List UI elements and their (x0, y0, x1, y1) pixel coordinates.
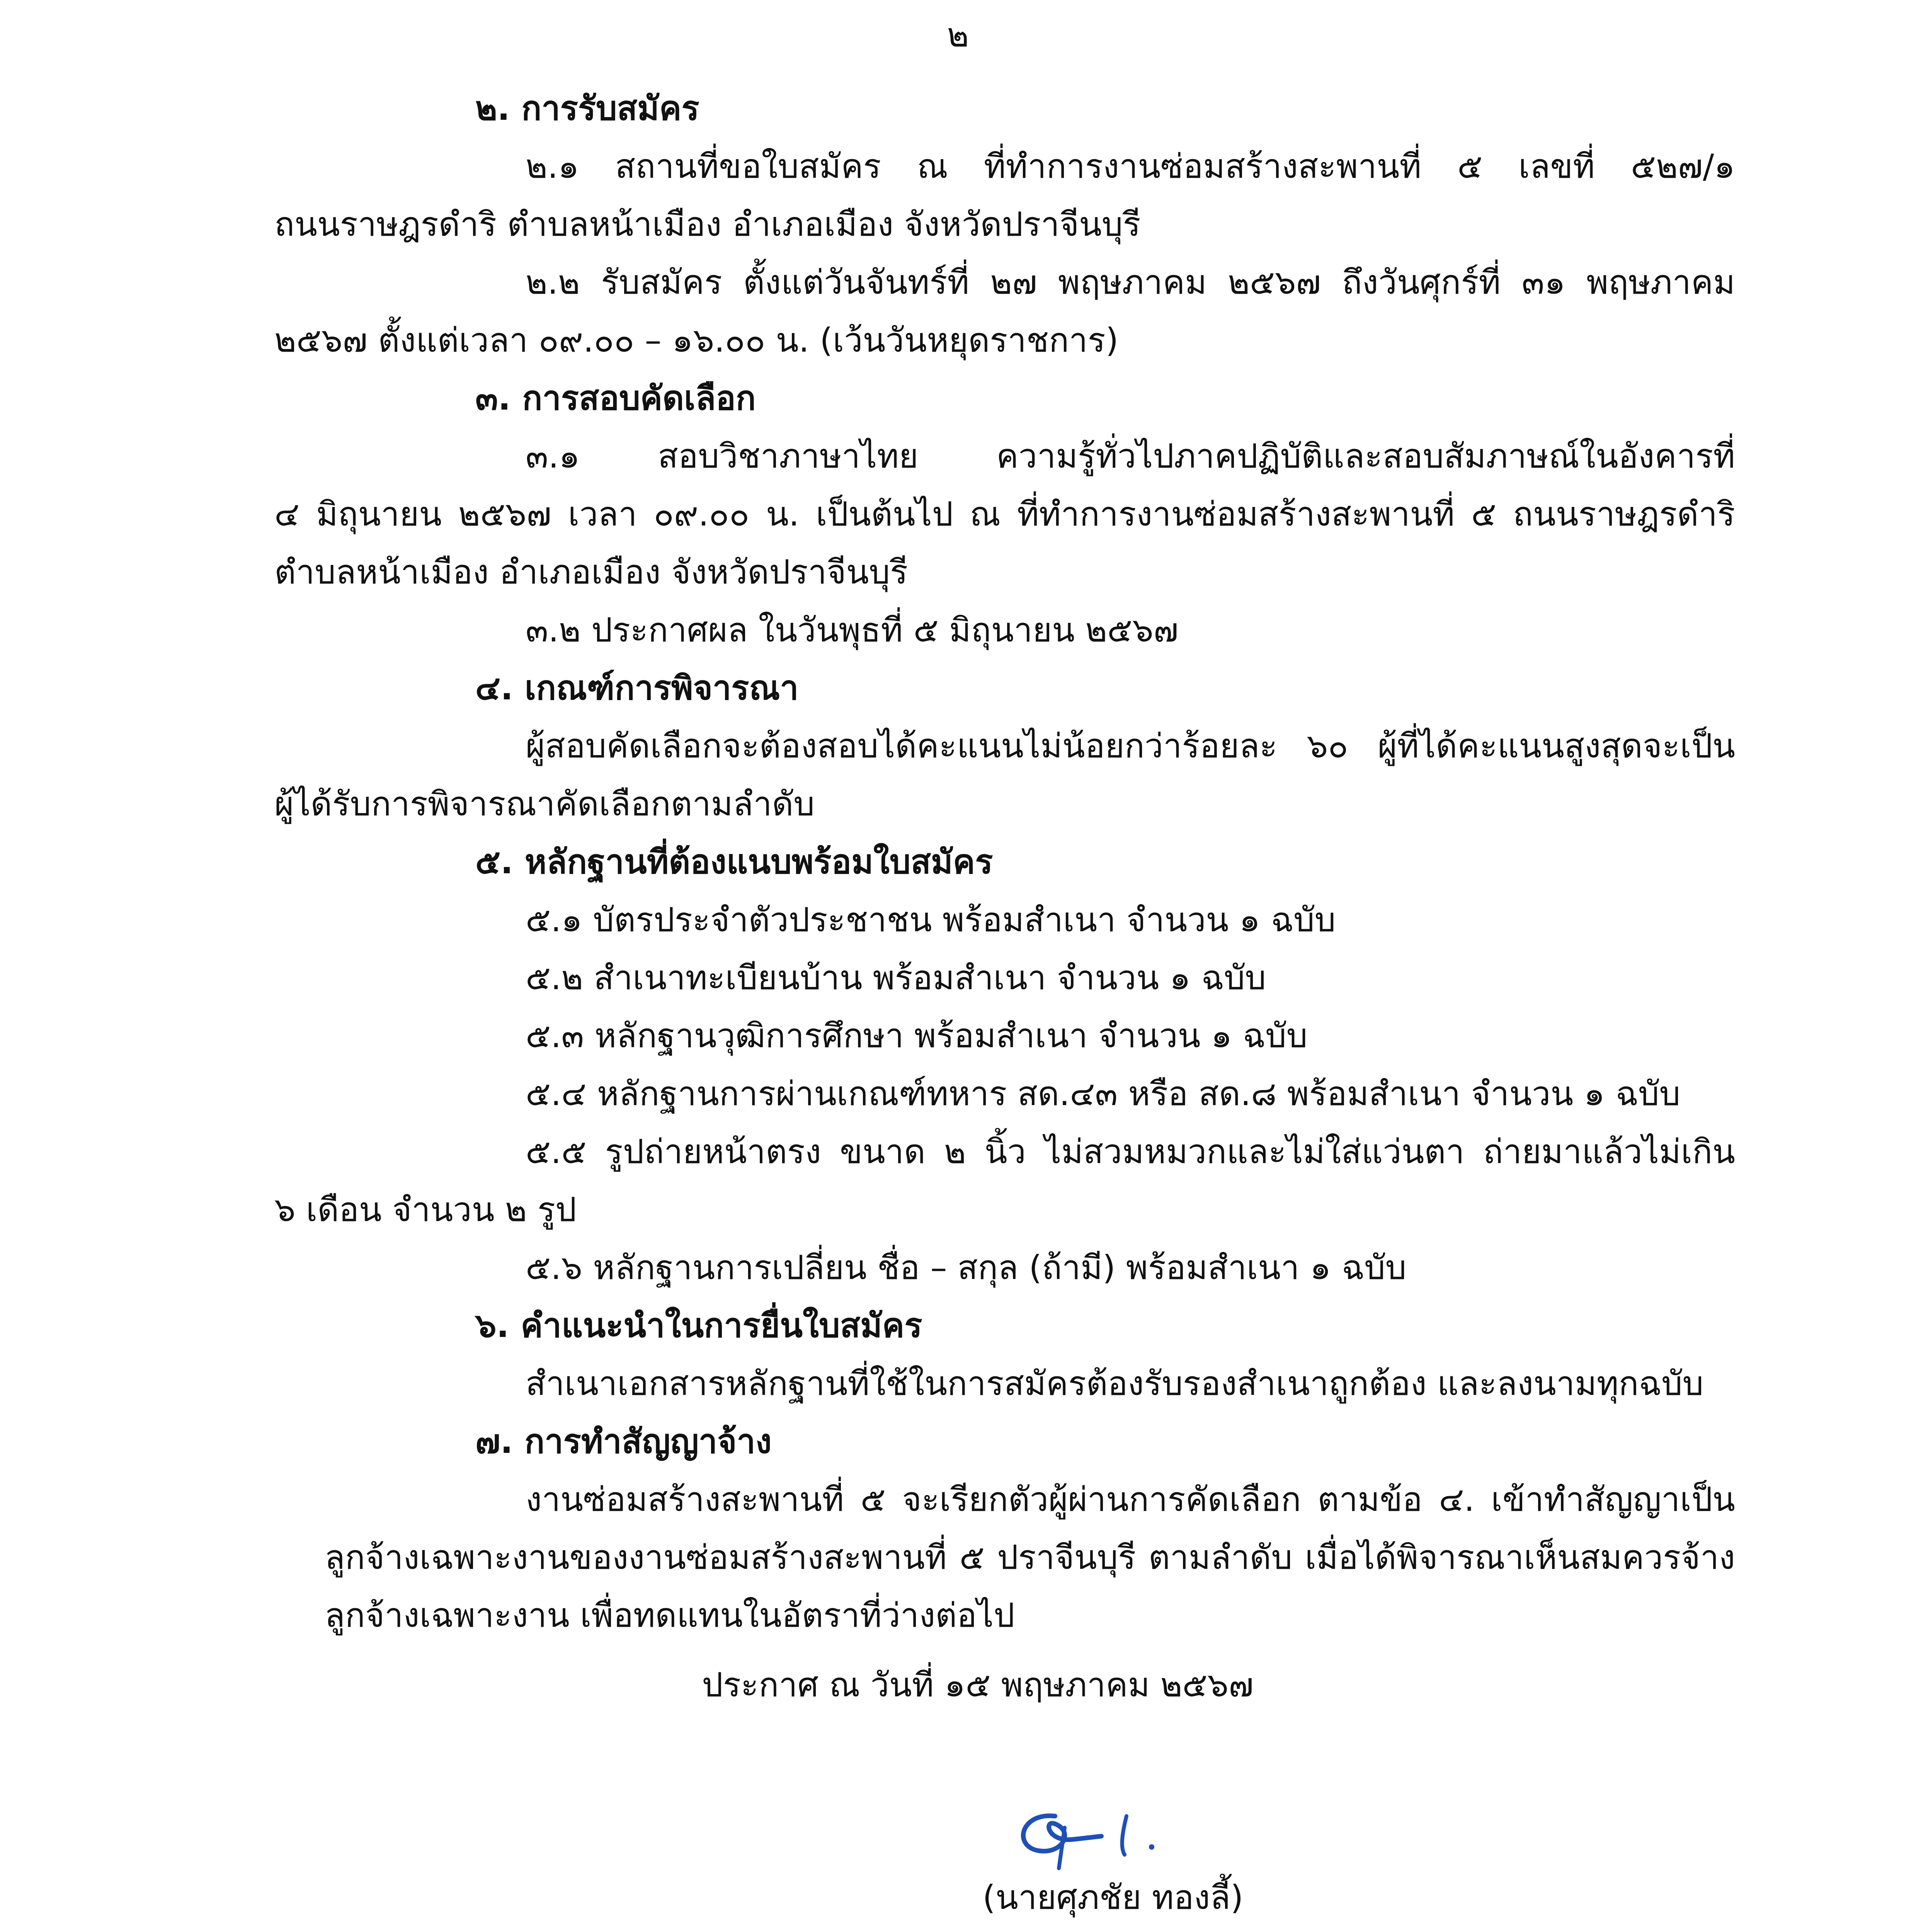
section-5-item-1: ๕.๑ บัตรประจำตัวประชาชน พร้อมสำเนา จำนวน ๑ ฉบับ (526, 901, 1336, 939)
section-3-item-1-line-3: ตำบลหน้าเมือง อำเภอเมือง จังหวัดปราจีนบุรี (274, 553, 908, 592)
section-5-heading: ๕. หลักฐานที่ต้องแนบพร้อมใบสมัคร (475, 843, 993, 881)
section-6-heading: ๖. คำแนะนำในการยื่นใบสมัคร (475, 1306, 922, 1345)
section-7-line-1: งานซ่อมสร้างสะพานที่ ๕ จะเรียกตัวผู้ผ่านการคัดเลือก ตามข้อ ๔. เข้าทำสัญญาเป็น (526, 1480, 1735, 1519)
section-7-line-3: ลูกจ้างเฉพาะงาน เพื่อทดแทนในอัตราที่ว่างต่อไป (325, 1596, 1015, 1635)
section-5-item-4: ๕.๔ หลักฐานการผ่านเกณฑ์ทหาร สด.๔๓ หรือ สด.๘ พร้อมสำเนา จำนวน ๑ ฉบับ (526, 1075, 1681, 1113)
section-5-item-2: ๕.๒ สำเนาทะเบียนบ้าน พร้อมสำเนา จำนวน ๑ ฉบับ (526, 959, 1266, 997)
section-4-line-1: ผู้สอบคัดเลือกจะต้องสอบได้คะแนนไม่น้อยกว่าร้อยละ ๖๐ ผู้ที่ได้คะแนนสูงสุดจะเป็น (526, 727, 1735, 765)
signer-name: (นายศุภชัย ทองลี้) (982, 1878, 1244, 1917)
section-2-item-2-line-2: ๒๕๖๗ ตั้งแต่เวลา ๐๙.๐๐ – ๑๖.๐๐ น. (เว้นวันหยุดราชการ) (274, 321, 1119, 360)
section-2-heading: ๒. การรับสมัคร (475, 89, 699, 128)
announcement-date: ประกาศ ณ วันที่ ๑๕ พฤษภาคม ๒๕๖๗ (702, 1666, 1254, 1704)
section-2-item-1-line-2: ถนนราษฎรดำริ ตำบลหน้าเมือง อำเภอเมือง จังหวัดปราจีนบุรี (274, 205, 1141, 244)
section-7-line-2: ลูกจ้างเฉพาะงานของงานซ่อมสร้างสะพานที่ ๕ ปราจีนบุรี ตามลำดับ เมื่อได้พิจารณาเห็นสมควรจ้าง (325, 1538, 1735, 1577)
section-4-heading: ๔. เกณฑ์การพิจารณา (475, 669, 799, 707)
section-7-heading: ๗. การทำสัญญาจ้าง (475, 1422, 772, 1461)
section-5-item-6: ๕.๖ หลักฐานการเปลี่ยน ชื่อ – สกุล (ถ้ามี) พร้อมสำเนา ๑ ฉบับ (526, 1248, 1407, 1287)
section-6-line-1: สำเนาเอกสารหลักฐานที่ใช้ในการสมัครต้องรับรองสำเนาถูกต้อง และลงนามทุกฉบับ (526, 1364, 1704, 1403)
page-number: ๒ (947, 16, 969, 54)
section-4-line-2: ผู้ได้รับการพิจารณาคัดเลือกตามลำดับ (274, 785, 815, 823)
section-2-item-2-line-1: ๒.๒ รับสมัคร ตั้งแต่วันจันทร์ที่ ๒๗ พฤษภาคม ๒๕๖๗ ถึงวันศุกร์ที่ ๓๑ พฤษภาคม (526, 263, 1735, 302)
section-5-item-5-line-2: ๖ เดือน จำนวน ๒ รูป (274, 1190, 577, 1229)
handwritten-signature (997, 1801, 1198, 1870)
section-2-item-1-line-1: ๒.๑ สถานที่ขอใบสมัคร ณ ที่ทำการงานซ่อมสร้างสะพานที่ ๕ เลขที่ ๕๒๗/๑ (526, 147, 1735, 186)
section-3-item-1-line-2: ๔ มิถุนายน ๒๕๖๗ เวลา ๐๙.๐๐ น. เป็นต้นไป ณ ที่ทำการงานซ่อมสร้างสะพานที่ ๕ ถนนราษฎรดำริ (274, 495, 1735, 534)
section-3-heading: ๓. การสอบคัดเลือก (475, 379, 756, 418)
section-5-item-3: ๕.๓ หลักฐานวุฒิการศึกษา พร้อมสำเนา จำนวน ๑ ฉบับ (526, 1017, 1308, 1055)
section-3-item-1-line-1: ๓.๑ สอบวิชาภาษาไทย ความรู้ทั่วไปภาคปฏิบัติและสอบสัมภาษณ์ในอังคารที่ (526, 437, 1735, 476)
section-3-item-2: ๓.๒ ประกาศผล ในวันพุธที่ ๕ มิถุนายน ๒๕๖๗ (526, 611, 1179, 650)
section-5-item-5-line-1: ๕.๕ รูปถ่ายหน้าตรง ขนาด ๒ นิ้ว ไม่สวมหมวกและไม่ใส่แว่นตา ถ่ายมาแล้วไม่เกิน (526, 1133, 1735, 1171)
